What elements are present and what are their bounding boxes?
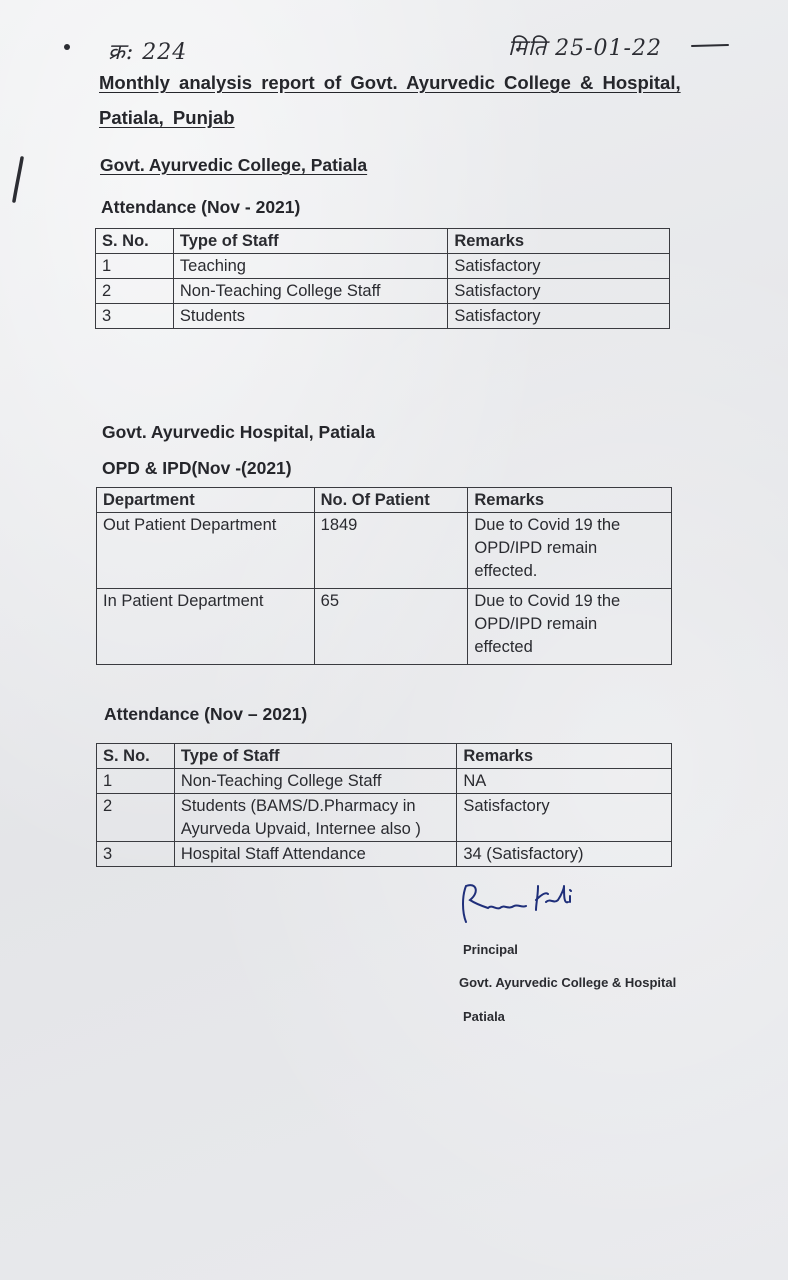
cell-remarks xyxy=(468,589,672,665)
report-title-line2: Patiala, Punjab xyxy=(99,107,235,128)
pen-stroke-mark xyxy=(10,155,26,205)
cell-remarks: NA xyxy=(457,769,672,794)
header-remarks: Remarks xyxy=(468,488,672,513)
hospital-heading: Govt. Ayurvedic Hospital, Patiala xyxy=(102,422,375,442)
principal-signature xyxy=(458,878,588,928)
date-underline-mark xyxy=(690,40,730,52)
pen-dot-mark xyxy=(60,40,74,54)
table-header-row xyxy=(96,229,670,254)
college-attendance-heading: Attendance (Nov - 2021) xyxy=(101,197,301,217)
reference-number: क्र: 224 xyxy=(108,40,188,65)
remark-line: OPD/IPD remain xyxy=(474,539,598,557)
cell-department: Out Patient Department xyxy=(97,513,315,589)
table-row xyxy=(96,254,670,279)
remark-line: effected. xyxy=(474,562,538,580)
header-sno: S. No. xyxy=(96,229,174,254)
table-row xyxy=(97,769,672,794)
header-department: Department xyxy=(97,488,315,513)
remark-line: effected xyxy=(474,638,533,656)
cell-remarks: Satisfactory xyxy=(448,304,670,329)
cell-sno: 1 xyxy=(96,254,174,279)
signatory-place: Patiala xyxy=(463,1009,505,1024)
table-row xyxy=(97,589,672,665)
cell-type xyxy=(174,794,457,842)
cell-remarks xyxy=(468,513,672,589)
cell-type: Non-Teaching College Staff xyxy=(173,279,447,304)
cell-type: Hospital Staff Attendance xyxy=(174,842,457,867)
header-remarks: Remarks xyxy=(457,744,672,769)
remark-line: OPD/IPD remain xyxy=(474,615,598,633)
signatory-designation: Principal xyxy=(463,942,518,957)
college-heading: Govt. Ayurvedic College, Patiala xyxy=(100,155,368,175)
cell-remarks: 34 (Satisfactory) xyxy=(457,842,672,867)
handwritten-date: मिति 25-01-22 xyxy=(508,36,662,61)
opd-ipd-heading: OPD & IPD(Nov -(2021) xyxy=(102,458,292,478)
opd-ipd-table xyxy=(96,487,672,665)
cell-patients: 1849 xyxy=(314,513,468,589)
cell-type: Non-Teaching College Staff xyxy=(174,769,457,794)
cell-department: In Patient Department xyxy=(97,589,315,665)
table-header-row xyxy=(97,744,672,769)
header-type-of-staff: Type of Staff xyxy=(173,229,447,254)
cell-sno: 3 xyxy=(97,842,175,867)
header-remarks: Remarks xyxy=(448,229,670,254)
hospital-attendance-table xyxy=(96,743,672,867)
college-attendance-table xyxy=(95,228,670,329)
table-row xyxy=(96,279,670,304)
header-sno: S. No. xyxy=(97,744,175,769)
remark-line: Due to Covid 19 the xyxy=(474,592,621,610)
cell-sno: 3 xyxy=(96,304,174,329)
remark-line: Due to Covid 19 the xyxy=(474,516,621,534)
table-row xyxy=(97,794,672,842)
header-no-of-patient: No. Of Patient xyxy=(314,488,468,513)
cell-remarks: Satisfactory xyxy=(448,279,670,304)
table-row xyxy=(97,513,672,589)
table-row xyxy=(97,842,672,867)
report-title-line1: Monthly analysis report of Govt. Ayurvedic College & Hospital, xyxy=(99,72,681,93)
type-line: Ayurveda Upvaid, Internee also ) xyxy=(180,820,421,838)
table-row xyxy=(96,304,670,329)
cell-remarks: Satisfactory xyxy=(448,254,670,279)
cell-sno: 2 xyxy=(97,794,175,842)
type-line: Students (BAMS/D.Pharmacy in xyxy=(180,797,416,815)
cell-type: Students xyxy=(173,304,447,329)
header-type-of-staff: Type of Staff xyxy=(174,744,457,769)
cell-sno: 1 xyxy=(97,769,175,794)
hospital-attendance-heading: Attendance (Nov – 2021) xyxy=(104,704,308,724)
cell-sno: 2 xyxy=(96,279,174,304)
signatory-institution: Govt. Ayurvedic College & Hospital xyxy=(459,975,677,990)
cell-remarks: Satisfactory xyxy=(457,794,672,842)
cell-patients: 65 xyxy=(314,589,468,665)
table-header-row xyxy=(97,488,672,513)
cell-type: Teaching xyxy=(173,254,447,279)
